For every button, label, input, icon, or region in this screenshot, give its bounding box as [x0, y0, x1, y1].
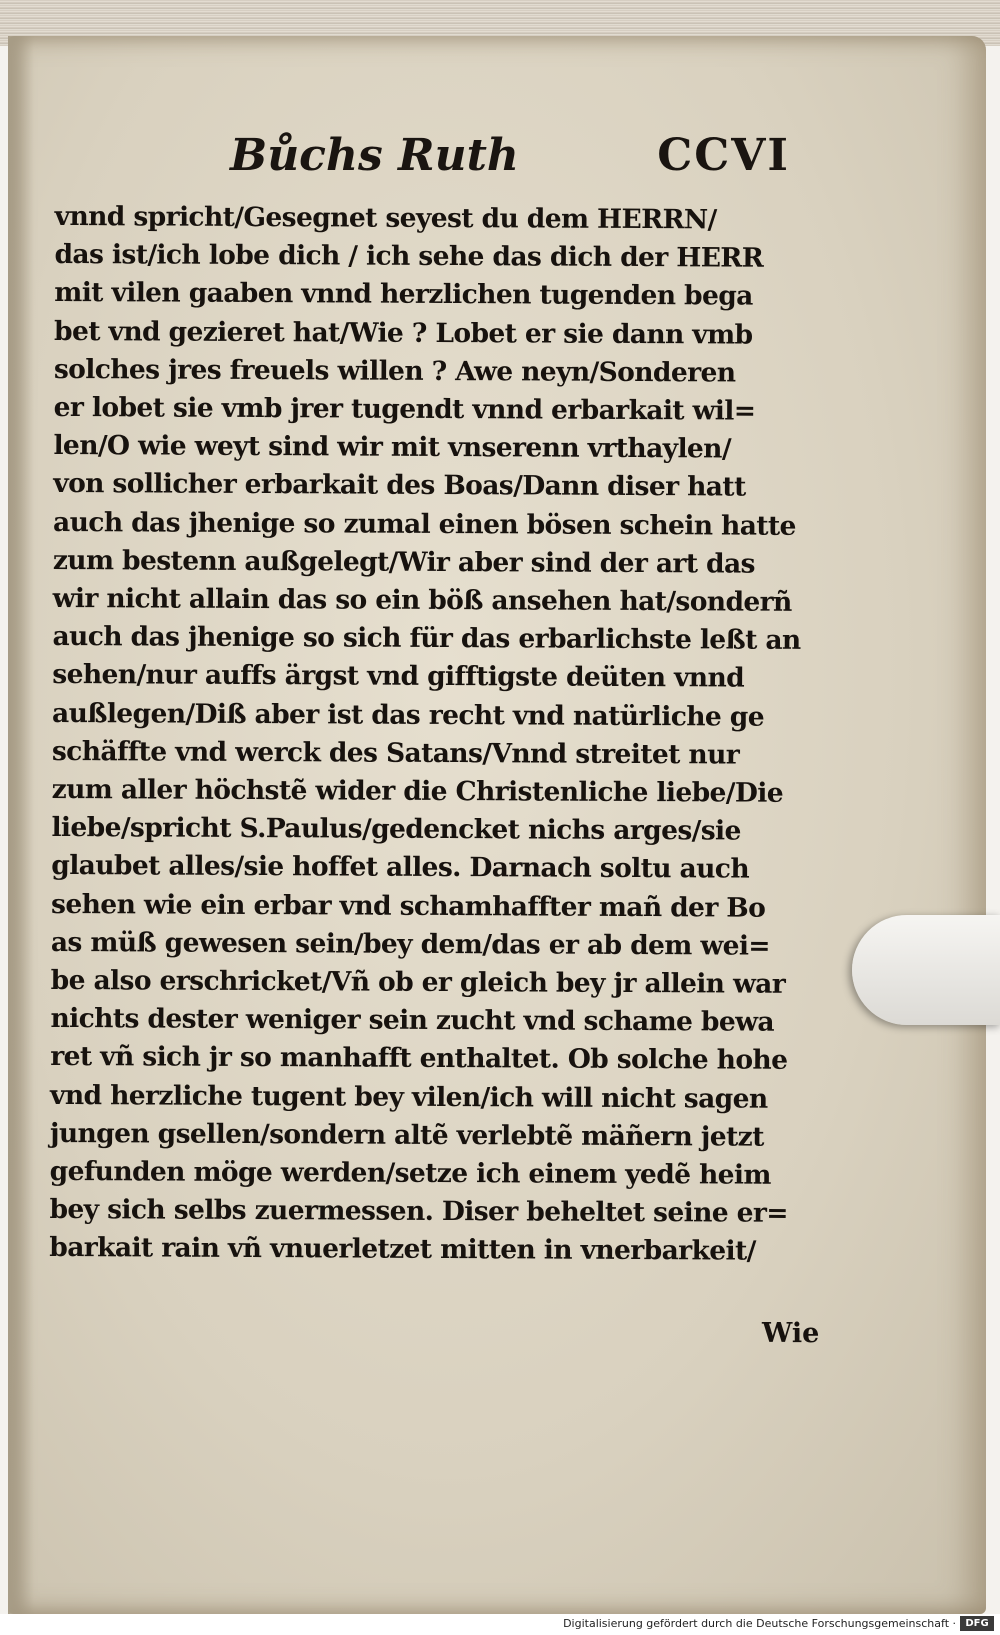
text-line: len/O wie weyt sind wir mit vnserenn vrthaylen/ — [53, 430, 732, 465]
text-line: nichts dester weniger sein zucht vnd schame bewa — [50, 1003, 775, 1039]
text-line: glaubet alles/sie hoffet alles. Darnach soltu auch — [51, 850, 750, 886]
text-line: barkait rain vñ vnuerletzet mitten in vnerbarkeit/ — [49, 1232, 756, 1268]
text-line: sehen wie ein erbar vnd schamhaffter mañ der Bo — [51, 888, 766, 924]
text-line: jungen gsellen/sondern altẽ verlebtẽ mäñern jetzt — [49, 1117, 764, 1153]
catchword: Wie — [762, 1318, 820, 1349]
folio-number: CCVI — [657, 130, 790, 181]
text-line: er lobet sie vmb jrer tugendt vnnd erbarkait wil= — [53, 391, 756, 427]
text-line: mit vilen gaaben vnnd herzlichen tugenden bega — [54, 277, 753, 313]
text-line: das ist/ich lobe dich / ich sehe das dich der HERR — [54, 239, 764, 274]
text-line: vnnd spricht/Gesegnet seyest du dem HERRN/ — [54, 200, 717, 236]
text-line: bet vnd gezieret hat/Wie ? Lobet er sie dann vmb — [54, 315, 753, 351]
text-line: auch das jhenige so sich für das erbarlichste leßt an — [52, 621, 801, 657]
text-line: gefunden möge werden/setze ich einem yedẽ heim — [49, 1156, 771, 1191]
text-line: außlegen/Diß aber ist das recht vnd natürliche ge — [52, 697, 765, 733]
text-line: be also erschricket/Vñ ob er gleich bey jr allein war — [50, 965, 786, 1000]
text-line: von sollicher erbarkait des Boas/Dann diser hatt — [53, 468, 746, 504]
dfg-logo: DFG — [960, 1616, 994, 1631]
text-line: schäffte vnd werck des Satans/Vnnd streitet nur — [51, 735, 740, 771]
text-line: zum bestenn außgelegt/Wir aber sind der art das — [52, 544, 755, 580]
text-line: bey sich selbs zuermessen. Diser beheltet seine er= — [49, 1194, 788, 1230]
page-spine-shadow — [8, 36, 34, 1614]
footer-credit: Digitalisierung gefördert durch die Deutsche Forschungsgemeinschaft · — [563, 1617, 956, 1630]
running-title: Bůchs Ruth — [230, 130, 519, 181]
text-line: wir nicht allain das so ein böß ansehen hat/sonderñ — [52, 582, 792, 618]
text-line: auch das jhenige so zumal einen bösen schein hatte — [53, 506, 796, 542]
page-clip — [852, 915, 1000, 1025]
text-line: zum aller höchstẽ wider die Christenliche liebe/Die — [51, 774, 784, 809]
text-line: vnd herzliche tugent bey vilen/ich will nicht sagen — [50, 1079, 768, 1115]
text-line: sehen/nur auffs ärgst vnd gifftigste deüten vnnd — [52, 659, 745, 695]
text-line: solches jres freuels willen ? Awe neyn/Sonderen — [53, 353, 736, 389]
text-line: as müß gewesen sein/bey dem/das er ab dem wei= — [50, 926, 771, 962]
text-line: ret vñ sich jr so manhafft enthaltet. Ob solche hohe — [50, 1041, 788, 1077]
running-header — [230, 130, 790, 190]
body-text — [49, 198, 835, 1272]
text-line: liebe/spricht S.Paulus/gedencket nichs arges/sie — [51, 812, 741, 847]
